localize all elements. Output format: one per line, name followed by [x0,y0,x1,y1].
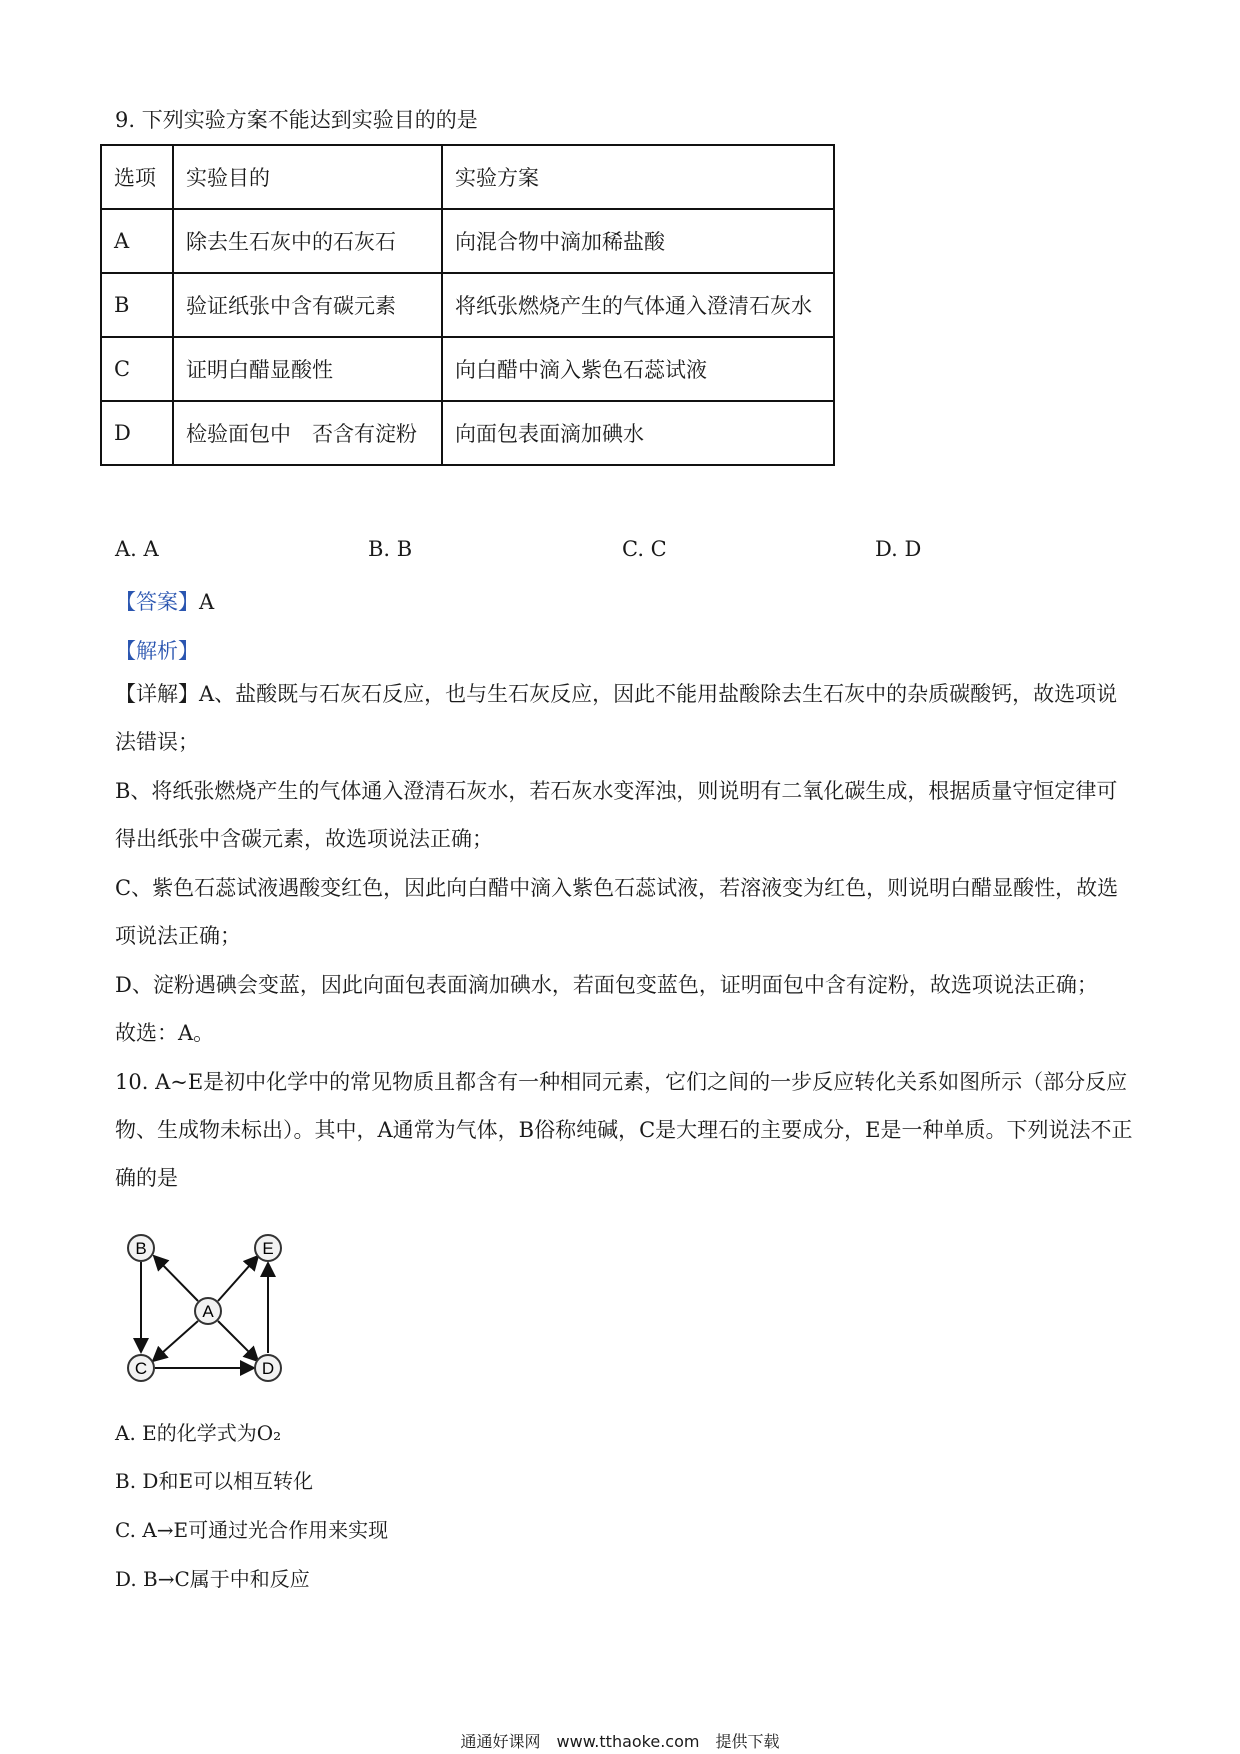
question-10-stem: 10. A~E是初中化学中的常见物质且都含有一种相同元素，它们之间的一步反应转化关系如图所示（部分反应物、生成物未标出）。其中，A通常为气体，B俗称纯碱，C是大理石的主要成分，E是一种单质。下列说法不正确的是 [115,1070,1133,1190]
node-c [128,1355,154,1381]
option-a: A. A [115,537,159,561]
table-row [101,337,834,401]
option-c: C. C [622,537,667,561]
table-cell: B [101,273,173,337]
table-header-row [101,145,834,209]
option-b: B. B [368,537,413,561]
node-c-label: C [134,1359,148,1378]
node-a [195,1298,221,1324]
table-cell: 证明白醋显酸性 [173,337,442,401]
conclusion: 故选：A。 [115,1021,215,1045]
page-footer: 通通好课网 www.tthaoke.com 提供下载 [460,1732,780,1751]
question-9-title: 9. 下列实验方案不能达到实验目的的是 [115,108,478,132]
choice-b: B. D和E可以相互转化 [115,1469,314,1493]
node-d-label: D [261,1359,275,1378]
reaction-diagram [118,1225,298,1385]
node-b [128,1235,154,1261]
table-cell: 向混合物中滴加稀盐酸 [442,209,834,273]
choice-a: A. E的化学式为O₂ [115,1421,282,1445]
node-d [255,1355,281,1381]
detail-d: D、淀粉遇碘会变蓝，因此向面包表面滴加碘水，若面包变蓝色，证明面包中含有淀粉，故选项说法正确； [115,973,1098,997]
question-9-table [100,144,835,466]
table-cell: D [101,401,173,465]
node-e [255,1235,281,1261]
arrow-a-to-c [153,1321,198,1361]
table-cell: 向面包表面滴加碘水 [442,401,834,465]
node-a-label: A [202,1302,214,1321]
table-cell: 验证纸张中含有碳元素 [173,273,442,337]
table-cell: C [101,337,173,401]
table-cell: A [101,209,173,273]
detail-c: C、紫色石蕊试液遇酸变红色，因此向白醋中滴入紫色石蕊试液，若溶液变为红色，则说明白醋显酸性，故选项说法正确； [115,876,1119,948]
answer-label: 【答案】 [115,590,199,614]
detail-label: 【详解】 [115,682,199,706]
choice-d: D. B→C属于中和反应 [115,1567,310,1591]
answer-value: A [199,590,215,614]
detail-a-text: A、盐酸既与石灰石反应，也与生石灰反应，因此不能用盐酸除去生石灰中的杂质碳酸钙，故选项说法错误； [115,682,1118,754]
table-row [101,401,834,465]
table-header-cell: 实验目的 [173,145,442,209]
table-header-cell: 实验方案 [442,145,834,209]
table-cell: 检验面包中 否含有淀粉 [173,401,442,465]
table-cell: 向白醋中滴入紫色石蕊试液 [442,337,834,401]
table-cell: 除去生石灰中的石灰石 [173,209,442,273]
table-header-cell: 选项 [101,145,173,209]
detail-b: B、将纸张燃烧产生的气体通入澄清石灰水，若石灰水变浑浊，则说明有二氧化碳生成，根据质量守恒定律可得出纸张中含碳元素，故选项说法正确； [115,779,1118,851]
arrow-a-to-e [218,1256,258,1301]
table-row [101,273,834,337]
arrow-a-to-b [154,1256,198,1301]
table-row [101,209,834,273]
node-b-label: B [135,1239,147,1258]
detail-a [115,670,1135,766]
analysis-label: 【解析】 [115,639,199,663]
arrow-a-to-d [218,1321,258,1361]
choice-c: C. A→E可通过光合作用来实现 [115,1518,389,1542]
answer-line [115,586,214,616]
table-cell: 将纸张燃烧产生的气体通入澄清石灰水 [442,273,834,337]
option-d: D. D [875,537,922,561]
node-e-label: E [262,1239,274,1258]
